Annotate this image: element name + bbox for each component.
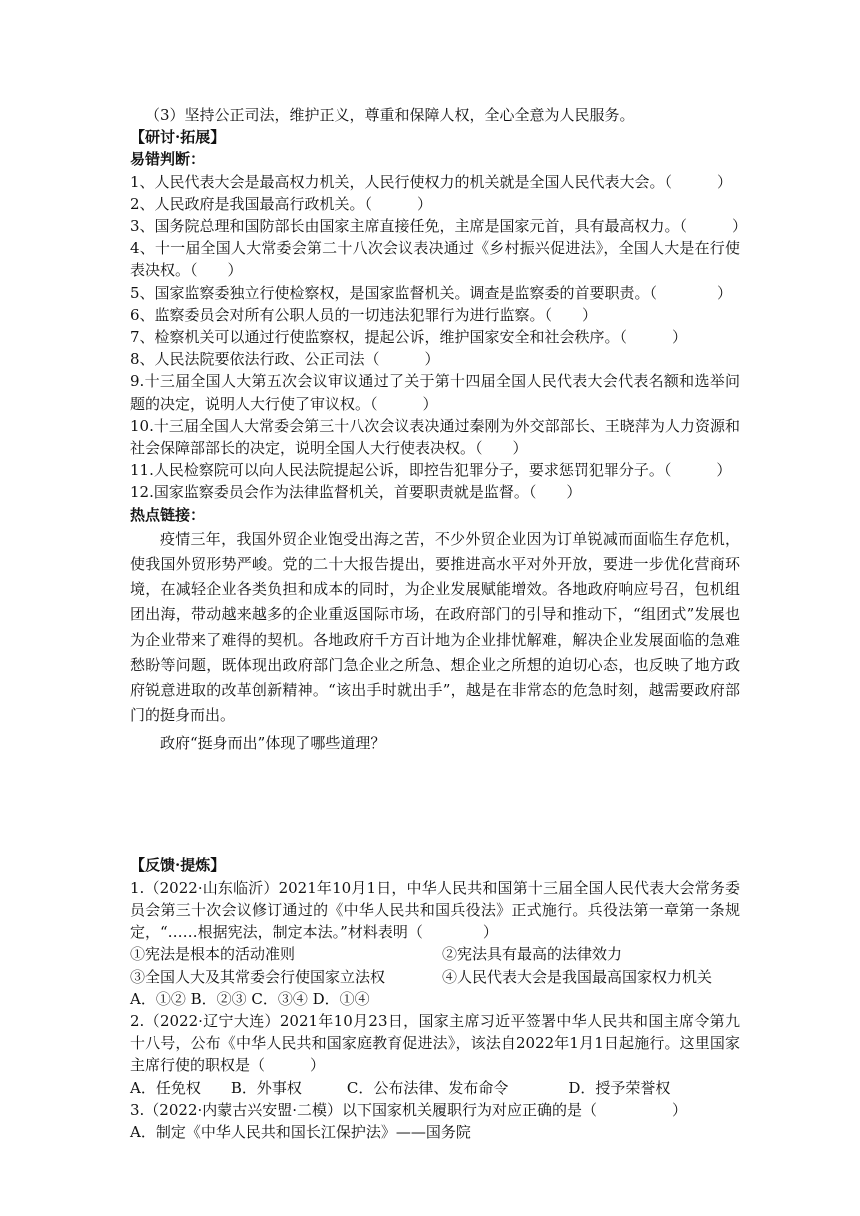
judgement-item-11: 11.人民检察院可以向人民法院提起公诉，即控告犯罪分子，要求惩罚犯罪分子。（ ） [130,461,732,480]
question-2-stem: 2.（2022·辽宁大连）2021年10月23日，国家主席习近平签署中华人民共和国主席令第九十八号，公布《中华人民共和国家庭教育促进法》，该法自2022年1月1日起施行。这里国家主席行使的职权是（ ） [130,1011,740,1075]
question-1-option-2: ②宪法具有最高的法律效力 [442,945,623,964]
judgement-item-7: 7、检察机关可以通过行使监察权，提起公诉，维护国家安全和社会秩序。（ ） [130,328,688,347]
judgement-item-12: 12.国家监察委员会作为法律监督机关，首要职责就是监督。（ ） [130,483,582,502]
judgement-item-10: 10.十三届全国人大常委会第三十八次会议表决通过秦刚为外交部部长、王晓萍为人力资源和社会保障部部长的决定，说明全国人大行使表决权。（ ） [130,416,740,458]
judgement-item-4: 4、十一届全国人大常委会第二十八次会议表决通过《乡村振兴促进法》，全国人大是在行使表决权。（ ） [130,239,740,280]
feedback-heading: 【反馈·提炼】 [130,856,226,875]
judgement-item-5: 5、国家监察委独立行使检察权，是国家监督机关。调查是监察委的首要职责。（ ） [130,283,733,302]
question-1-choices: A．①② B．②③ C．③④ D．①④ [130,989,370,1008]
document-content [130,104,748,1143]
judgement-item-9: 9.十三届全国人大第五次会议审议通过了关于第十四届全国人民代表大会代表名额和选举问题的决定，说明人大行使了审议权。（ ） [130,372,740,413]
question-1-option-4: ④人民代表大会是我国最高国家权力机关 [442,967,713,986]
question-1-option-3: ③全国人大及其常委会行使国家立法权 [130,967,386,986]
hotspot-passage: 疫情三年，我国外贸企业饱受出海之苦，不少外贸企业因为订单锐减而面临生存危机，使我国外贸形势严峻。党的二十大报告提出，要推进高水平对外开放，要进一步优化营商环境，在减轻企业各类负担和成本的同时，为企业发展赋能增效。各地政府响应号召，包机组团出海，带动越来越多的企业重返国际市场，在政府部门的引导和推动下，“组团式”发展也为企业带来了难得的契机。各地政府千方百计地为企业排忧解难，解决企业发展面临的急难愁盼等问题，既体现出政府部门急企业之所急、想企业之所想的迫切心态，也反映了地方政府锐意进取的改革创新精神。“该出手时就出手”，越是在非常态的危急时刻，越需要政府部门的挺身而出。 [130,529,740,725]
judgement-item-3: 3、国务院总理和国防部长由国家主席直接任免，主席是国家元首，具有最高权力。（ ） [130,217,748,236]
question-2-choices: A．任免权 B．外事权 C．公布法律、发布命令 D．授予荣誉权 [130,1078,671,1097]
judgement-item-6: 6、监察委员会对所有公职人员的一切违法犯罪行为进行监察。（ ） [130,305,598,324]
explore-heading: 【研讨·拓展】 [130,128,226,147]
explore-subheading: 易错判断： [130,150,206,169]
question-3-stem: 3.（2022·内蒙古兴安盟·二模）以下国家机关履职行为对应正确的是（ ） [130,1100,688,1119]
intro-line: （3）坚持公正司法，维护正义，尊重和保障人权，全心全意为人民服务。 [145,106,635,124]
question-1-options-row-1 [130,943,740,965]
judgement-item-8: 8、人民法院要依法行政、公正司法（ ） [130,350,440,369]
question-3-option-a: A．制定《中华人民共和国长江保护法》——国务院 [130,1122,471,1141]
judgement-list [130,171,748,504]
hotspot-heading: 热点链接： [130,505,206,524]
hotspot-question: 政府“挺身而出”体现了哪些道理？ [160,734,386,753]
question-1-options-row-2 [130,966,740,988]
judgement-item-2: 2、人民政府是我国最高行政机关。（ ） [130,194,433,213]
answer-space [130,756,740,854]
question-1-option-1: ①宪法是根本的活动准则 [130,945,296,964]
judgement-item-1: 1、人民代表大会是最高权力机关，人民行使权力的机关就是全国人民代表大会。（ ） [130,172,733,191]
question-1-stem: 1.（2022·山东临沂）2021年10月1日，中华人民共和国第十三届全国人民代表大会常务委员会第三十次会议修订通过的《中华人民共和国兵役法》正式施行。兵役法第一章第一条规定，“……根据宪法，制定本法。”材料表明（ ） [130,878,740,942]
